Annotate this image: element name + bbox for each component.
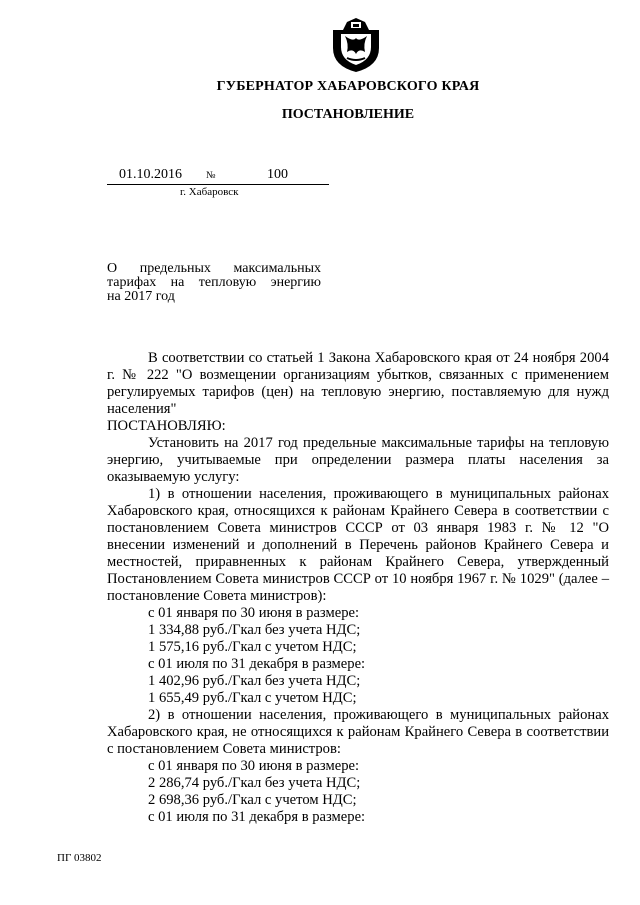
- item-2-line: с 01 июля по 31 декабря в размере:: [148, 809, 366, 825]
- decree-word: ПОСТАНОВЛЯЮ:: [107, 418, 226, 434]
- subject-line-2: тарифах на тепловую энергию: [107, 275, 321, 290]
- document-date: 01.10.2016: [119, 167, 182, 182]
- number-sign: №: [206, 170, 216, 181]
- date-number-line: [107, 167, 329, 185]
- item-1-line: с 01 января по 30 июня в размере:: [148, 605, 360, 621]
- document-type: ПОСТАНОВЛЕНИЕ: [281, 107, 415, 122]
- item-1-line: 1 655,49 руб./Гкал с учетом НДС;: [148, 690, 357, 706]
- document-body: [107, 350, 609, 826]
- item-1-line: 1 402,96 руб./Гкал без учета НДС;: [148, 673, 361, 689]
- governor-title: ГУБЕРНАТОР ХАБАРОВСКОГО КРАЯ: [216, 79, 480, 94]
- document-number: 100: [267, 167, 288, 182]
- intro-paragraph: В соответствии со статьей 1 Закона Хабаровского края от 24 ноября 2004 г. № 222 "О возмещении организациям убытков, связанных с применением регулируемых тарифов (цен) на тепловую энергию, поставляемую для нужд населения": [107, 350, 609, 417]
- item-2-line: 2 698,36 руб./Гкал с учетом НДС;: [148, 792, 357, 808]
- item-2-paragraph: 2) в отношении населения, проживающего в муниципальных районах Хабаровского края, не относящихся к районам Крайнего Севера в соответствии с постановлением Совета министров:: [107, 707, 609, 757]
- item-1-line: с 01 июля по 31 декабря в размере:: [148, 656, 366, 672]
- item-2-line: с 01 января по 30 июня в размере:: [148, 758, 360, 774]
- item-1-line: 1 334,88 руб./Гкал без учета НДС;: [148, 622, 361, 638]
- subject-line-1: О предельных максимальных: [107, 261, 321, 276]
- city: г. Хабаровск: [180, 186, 239, 198]
- item-2-line: 2 286,74 руб./Гкал без учета НДС;: [148, 775, 361, 791]
- item-1-line: 1 575,16 руб./Гкал с учетом НДС;: [148, 639, 357, 655]
- subject-line-3: на 2017 год: [107, 289, 175, 304]
- establish-paragraph: Установить на 2017 год предельные максимальные тарифы на тепловую энергию, учитываемые при определении размера платы населения за оказываемую услугу:: [107, 435, 609, 485]
- footer-code: ПГ 03802: [57, 852, 102, 864]
- khabarovsk-coat-of-arms-icon: [329, 14, 383, 74]
- item-1-paragraph: 1) в отношении населения, проживающего в муниципальных районах Хабаровского края, относящихся к районам Крайнего Севера в соответствии с постановлением Совета министров СССР от 03 января 1983 г. № 12 "О внесении изменений и дополнений в Перечень районов Крайнего Севера и местностей, приравненных к районам Крайнего Севера, утвержденный Постановлением Совета министров СССР от 10 ноября 1967 г. № 1029" (далее – постановление Совета министров):: [107, 486, 609, 604]
- document-subject: [107, 262, 321, 304]
